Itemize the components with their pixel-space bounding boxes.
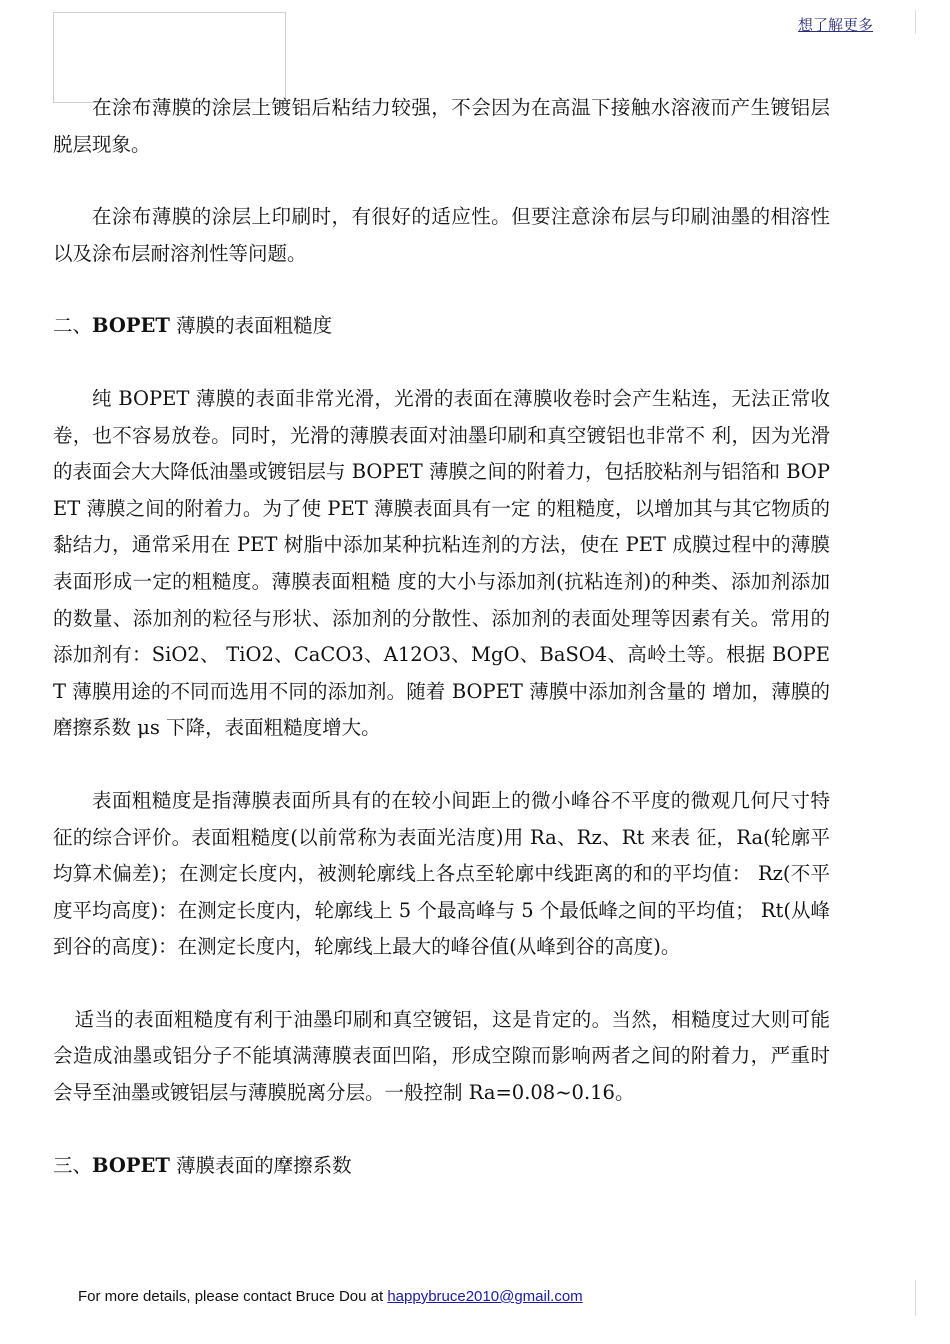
paragraph-printing: 在涂布薄膜的涂层上印刷时，有很好的适应性。但要注意涂布层与印刷油墨的相溶性以及涂布层耐溶剂性等问题。 bbox=[53, 205, 830, 265]
document-body bbox=[53, 90, 830, 1184]
heading-rest: 薄膜的表面粗糙度 bbox=[169, 314, 333, 338]
footer-contact bbox=[78, 1288, 583, 1305]
heading-prefix: 三、 bbox=[53, 1153, 93, 1177]
page-edge-mark-top bbox=[915, 10, 916, 34]
footer-text: For more details, please contact Bruce Dou at bbox=[78, 1288, 388, 1305]
paragraph-aluminizing: 在涂布薄膜的涂层上镀铝后粘结力较强，不会因为在高温下接触水溶液而产生镀铝层脱层现象。 bbox=[53, 96, 830, 156]
paragraph-roughness-additives: 纯 BOPET 薄膜的表面非常光滑，光滑的表面在薄膜收卷时会产生粘连，无法正常收卷，也不容易放卷。同时，光滑的薄膜表面对油墨印刷和真空镀铝也非常不 利，因为光滑的表面会大大降低油墨或镀铝层与 BOPET 薄膜之间的附着力，包括胶粘剂与铝箔和 BOPET 薄膜之间的附着力。为了使 PET 薄膜表面具有一定 的粗糙度，以增加其与其它物质的黏结力，通常采用在 PET 树脂中添加某种抗粘连剂的方法，使在 PET 成膜过程中的薄膜表面形成一定的粗糙度。薄膜表面粗糙 度的大小与添加剂(抗粘连剂)的种类、添加剂添加的数量、添加剂的粒径与形状、添加剂的分散性、添加剂的表面处理等因素有关。常用的添加剂有：SiO2、 TiO2、CaCO3、A12O3、MgO、BaSO4、高岭土等。根据 BOPET 薄膜用途的不同而选用不同的添加剂。随着 BOPET 薄膜中添加剂含量的 增加，薄膜的磨擦系数 μs 下降，表面粗糙度增大。 bbox=[53, 386, 830, 740]
paragraph-roughness-control: 适当的表面粗糙度有利于油墨印刷和真空镀铝，这是肯定的。当然，相糙度过大则可能会造成油墨或铝分子不能填满薄膜表面凹陷，形成空隙而影响两者之间的附着力，严重时会导至油墨或镀铝层与薄膜脱离分层。一般控制 Ra=0.08~0.16。 bbox=[53, 1007, 830, 1105]
paragraph-roughness-definition: 表面粗糙度是指薄膜表面所具有的在较小间距上的微小峰谷不平度的微观几何尺寸特征的综合评价。表面粗糙度(以前常称为表面光洁度)用 Ra、Rz、Rt 来表 征，Ra(轮廓平均算术偏差)；在测定长度内，被测轮廓线上各点至轮廓中线距离的和的平均值： Rz(不平度平均高度)：在测定长度内，轮廓线上 5 个最高峰与 5 个最低峰之间的平均值； Rt(从峰到谷的高度)：在测定长度内，轮廓线上最大的峰谷值(从峰到谷的高度)。 bbox=[53, 788, 830, 959]
page-edge-mark-bottom bbox=[915, 1280, 916, 1316]
heading-prefix: 二、 bbox=[53, 314, 93, 338]
heading-rest: 薄膜表面的摩擦系数 bbox=[169, 1153, 352, 1177]
section-heading-friction bbox=[53, 1148, 830, 1185]
contact-email-link[interactable]: happybruce2010@gmail.com bbox=[387, 1288, 583, 1305]
heading-bold-term: BOPET bbox=[92, 314, 170, 338]
section-heading-roughness bbox=[53, 308, 830, 345]
heading-bold-term: BOPET bbox=[92, 1153, 170, 1177]
learn-more-link[interactable]: 想了解更多 bbox=[798, 16, 874, 34]
